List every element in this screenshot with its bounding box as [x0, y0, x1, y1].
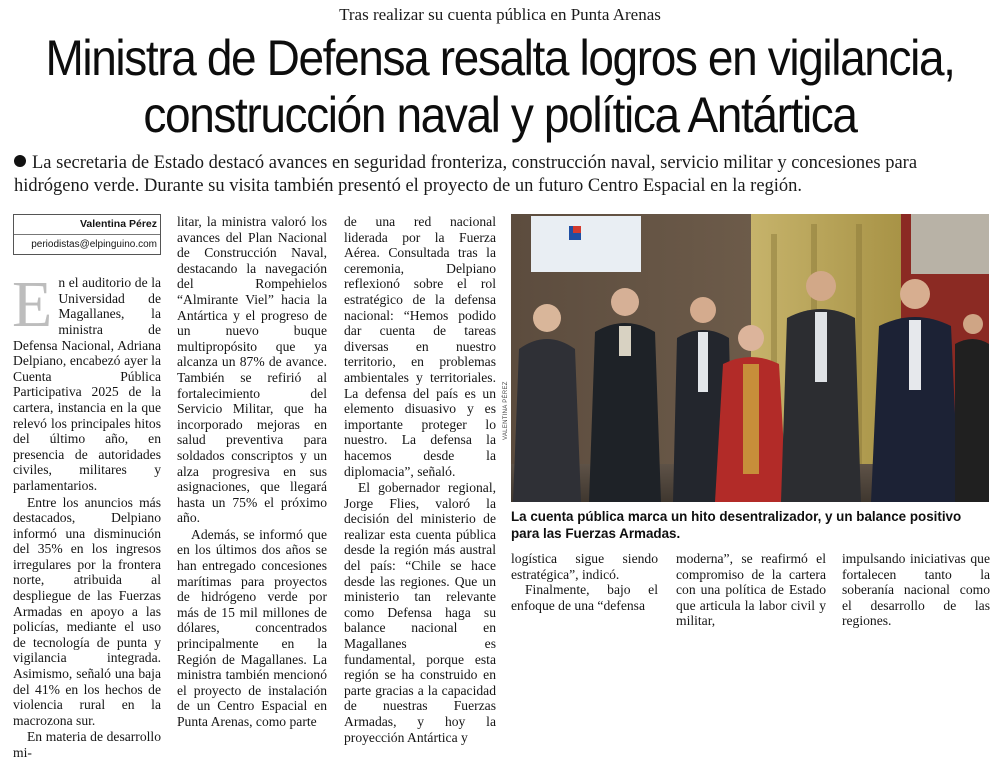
- paragraph: litar, la ministra valoró los avances del Plan Nacional de Construcción Naval, destacando la navegación del Rompehielos “Almirante Viel” hacia la Antártica y el progreso de un nuevo buque multipropósito que ya alcanza un 87% de avance. También se refirió al fortalecimiento del Servicio Militar, que ha incorporado mejoras en salud preventiva para soldados conscriptos y un alza progresiva en sus asignaciones, que llegará hasta un 75% el próximo año.: [177, 214, 327, 526]
- paragraph: Además, se informó que en los últimos dos años se han entregado concesiones marítimas para proyectos de hidrógeno verde por más de 15 mil millones de dólares, concentrados principalmente en la Región de Magallanes. La ministra también mencionó el proyecto de instalación de un Centro Espacial en Punta Arenas, como parte: [177, 526, 327, 729]
- paragraph-text: n el auditorio de la Universidad de Magallanes, la ministra de Defensa Nacional, Adriana Delpiano, encabezó ayer la Cuenta Pública Participativa 2025 de la cartera, instancia en la que relevó los principales hitos del último año, en presencia de autoridades civiles, militares y parlamentarios.: [13, 275, 161, 493]
- paragraph: [12, 268, 161, 493]
- lede-text: La secretaria de Estado destacó avances en seguridad fronteriza, construcción naval, servicio militar y concesiones para hidrógeno verde. Durante su visita también presentó el proyecto de un futuro Centro Espacial en la región.: [14, 153, 918, 196]
- paragraph: Entre los anuncios más destacados, Delpiano informó una disminución del 35% en los ingresos irregulares por la frontera norte, atribuida al despliegue de las Fuerzas Armadas en apoyo a las policías, mediante el uso de tecnología de punta y vigilancia integrada. Asimismo, señaló una baja del 41% en los hechos de violencia rural en la macrozona sur.: [13, 494, 161, 728]
- paragraph: En materia de desarrollo mi-: [13, 729, 161, 760]
- article-column-1: [12, 214, 161, 760]
- byline-box: [13, 214, 161, 255]
- headline-line-1: Ministra de Defensa resalta logros en vigilancia,: [45, 30, 955, 86]
- article-photo: [511, 214, 989, 502]
- paragraph: de una red nacional liderada por la Fuerza Aérea. Consultada tras la ceremonia, Delpiano reflexionó sobre el rol estratégico de la defensa nacional: “Hemos podido dar cuenta de tareas diversas en nuestro territorio, en problemas ambientales y territoriales. La defensa del país es un elemento disuasivo y es importante proteger lo nuestro. La defensa la hacemos desde la diplomacia”, señaló.: [344, 214, 496, 479]
- article-kicker: Tras realizar su cuenta pública en Punta Arenas: [339, 5, 661, 24]
- byline-author: Valentina Pérez: [14, 215, 160, 235]
- article-lede: [14, 152, 986, 198]
- bottom-column-2: moderna”, se reafirmó el compromiso de la cartera con una política de Estado que articula la labor civil y militar,: [676, 551, 826, 629]
- drop-cap: E: [12, 268, 53, 342]
- bottom-column-1: [511, 551, 658, 615]
- byline-email: periodistas@elpinguino.com: [31, 238, 157, 250]
- photo-caption: La cuenta pública marca un hito desentralizador, y un balance positivo para las Fuerzas Armadas.: [511, 509, 962, 541]
- paragraph: logística sigue siendo estratégica”, indicó.: [511, 551, 658, 582]
- headline-line-2: construcción naval y política Antártica: [143, 87, 857, 143]
- article-column-3: [344, 214, 496, 745]
- article-headline: [40, 30, 960, 144]
- photo-credit: VALENTINA PÉREZ: [503, 381, 509, 440]
- paragraph: El gobernador regional, Jorge Flies, valoró la decisión del ministerio de realizar esta cuenta pública desde la región más austral del país: “Chile se hace desde las regiones. Que un ministerio tan relevante como Defensa haga su balance nacional en Magallanes es fundamental, porque esta región se ha construido en parte gracias a la capacidad de nuestras Fuerzas Armadas, y hoy la proyección Antártica y: [344, 480, 496, 745]
- paragraph: Finalmente, bajo el enfoque de una “defensa: [511, 582, 658, 613]
- bullet-icon: [14, 155, 26, 167]
- article-column-2: [177, 214, 327, 729]
- bottom-column-3: impulsando iniciativas que fortalecen tanto la soberanía nacional como el desarrollo de las regiones.: [842, 551, 990, 629]
- group-photo-illustration: [511, 214, 989, 502]
